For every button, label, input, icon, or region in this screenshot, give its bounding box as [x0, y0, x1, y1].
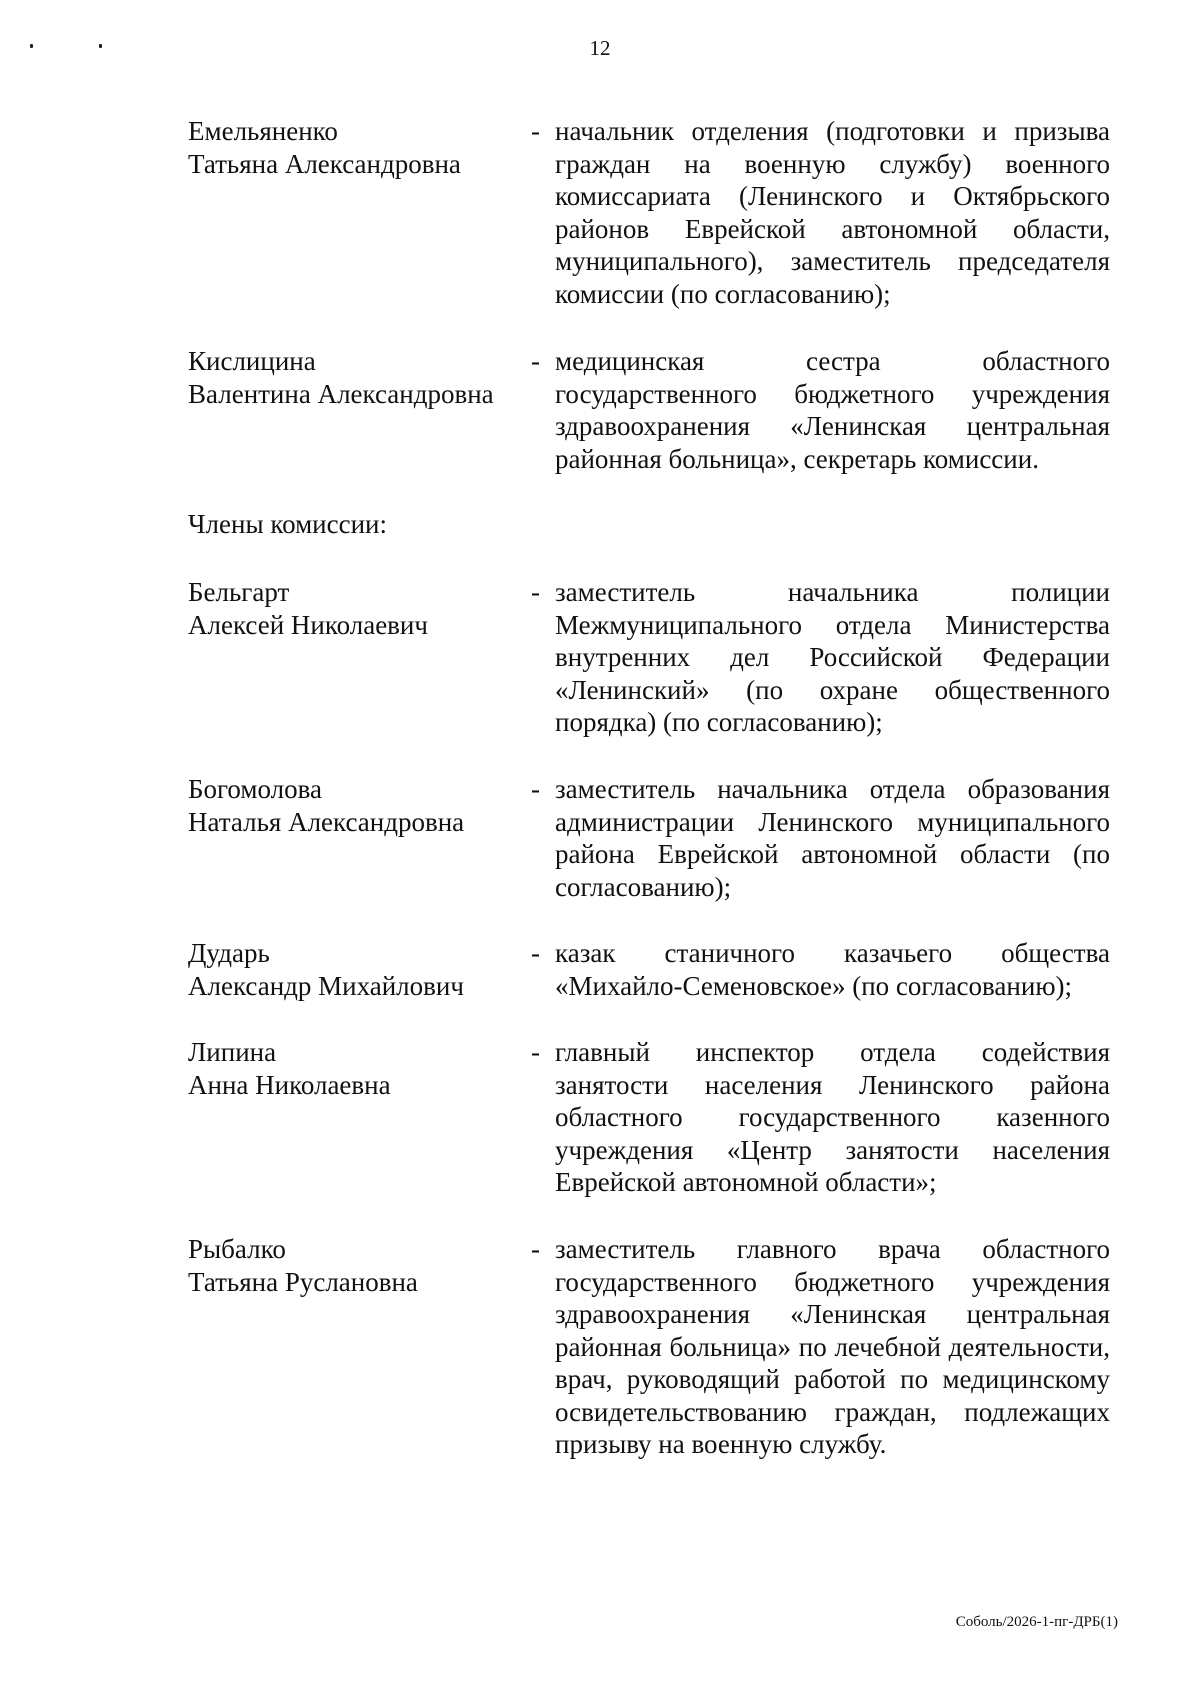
person-position: заместитель начальника полиции Межмуниципального отдела Министерства внутренних дел Российской Федерации «Ленинский» (по охране общественного порядка) (по согласованию);	[555, 577, 1110, 737]
person-surname: Рыбалко	[188, 1234, 286, 1264]
page-number: 12	[589, 36, 611, 60]
person-surname: Богомолова	[188, 774, 322, 804]
person-name	[188, 773, 518, 838]
person-position: начальник отделения (подготовки и призыва граждан на военную службу) военного комиссариата (Ленинского и Октябрьского районов Еврейской автономной области, муниципального), заместитель председателя комиссии (по согласованию);	[555, 116, 1110, 309]
members-heading: Члены комиссии:	[188, 509, 387, 539]
person-name	[188, 345, 518, 410]
person-given-names: Алексей Николаевич	[188, 609, 428, 640]
person-position: заместитель начальника отдела образования администрации Ленинского муниципального района Еврейской автономной области (по согласованию);	[555, 774, 1110, 902]
person-given-names: Татьяна Руслановна	[188, 1266, 418, 1297]
document-code: Соболь/2026-1-пг-ДРБ(1)	[955, 1614, 1118, 1630]
person-given-names: Наталья Александровна	[188, 806, 465, 837]
person-surname: Бельгарт	[188, 577, 290, 607]
person-surname: Липина	[188, 1037, 277, 1067]
person-given-names: Татьяна Александровна	[188, 148, 461, 179]
person-name	[188, 937, 518, 1002]
person-name	[188, 1036, 518, 1101]
person-name	[188, 576, 518, 641]
dash-separator: -	[531, 116, 540, 146]
dash-separator: -	[531, 1234, 540, 1264]
person-position: главный инспектор отдела содействия занятости населения Ленинского района областного государственного казенного учреждения «Центр занятости населения Еврейской автономной области»;	[555, 1037, 1110, 1197]
person-surname: Кислицина	[188, 346, 316, 376]
person-given-names: Анна Николаевна	[188, 1069, 391, 1100]
dash-separator: -	[531, 774, 540, 804]
person-position: казак станичного казачьего общества «Михайло-Семеновское» (по согласованию);	[555, 938, 1110, 1001]
person-position: заместитель главного врача областного государственного бюджетного учреждения здравоохранения «Ленинская центральная районная больница» по лечебной деятельности, врач, руководящий работой по медицинскому освидетельствованию граждан, подлежащих призыву на военную службу.	[555, 1234, 1110, 1459]
person-surname: Емельяненко	[188, 116, 338, 146]
person-name	[188, 1233, 518, 1298]
person-given-names: Валентина Александровна	[188, 378, 494, 409]
person-name	[188, 115, 518, 180]
dash-separator: -	[531, 346, 540, 376]
person-position: медицинская сестра областного государственного бюджетного учреждения здравоохранения «Ленинская центральная районная больница», секретарь комиссии.	[555, 346, 1110, 474]
dash-separator: -	[531, 1037, 540, 1067]
dash-separator: -	[531, 577, 540, 607]
person-given-names: Александр Михайлович	[188, 970, 464, 1001]
dash-separator: -	[531, 938, 540, 968]
person-surname: Дударь	[188, 938, 270, 968]
